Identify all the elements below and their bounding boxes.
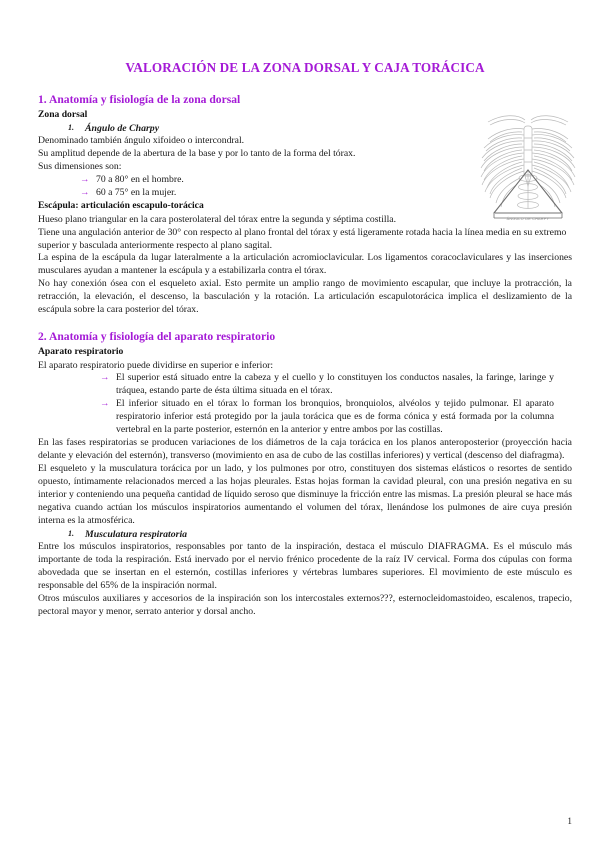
page-number: 1 [567, 816, 572, 826]
paragraph-escapula-1: Hueso plano triangular en la cara posterolateral del tórax entre la segunda y séptima costilla. [38, 213, 397, 225]
section-heading-2: 2. Anatomía y fisiología del aparato respiratorio [38, 330, 276, 344]
arrow-bullet-icon: → [100, 373, 110, 384]
list-item [100, 398, 554, 437]
numbered-item-musculatura [38, 528, 572, 541]
paragraph-charpy-1: Denominado también ángulo xifoideo o intercondral. [38, 135, 245, 147]
paragraph-escapula-3: La espina de la escápula da lugar lateralmente a la articulación acromioclavicular. Los ligamentos coracoclaviculares y las inserciones musculares ayudan a mantener la escápula y a estabilizarla contra el tórax. [38, 252, 572, 277]
rib-cage-icon [472, 108, 584, 220]
paragraph-escapula-2: Tiene una angulación anterior de 30° con respecto al plano frontal del tórax y está ligeramente rotada hacia la línea media en su extremo superior y basculada anteriormente respecto al plano sagital. [38, 226, 567, 251]
arrow-bullet-icon: → [80, 175, 90, 186]
subheading-zona-dorsal: Zona dorsal [38, 108, 88, 120]
arrow-bullet-icon: → [80, 188, 90, 199]
arrow-bullet-icon: → [100, 399, 110, 410]
paragraph-aparato-intro: El aparato respiratorio puede dividirse en superior e inferior: [38, 359, 274, 371]
list-item-label: El superior está situado entre la cabeza y el cuello y lo constituyen los conductos nasales, la faringe, laringe y tráquea, estando parte de ésta última situada en el tórax. [116, 372, 554, 397]
list-item [80, 187, 572, 200]
list-item-label: 70 a 80° en el hombre. [96, 174, 184, 186]
paragraph-charpy-3: Sus dimensiones son: [38, 161, 122, 173]
list-item [100, 372, 554, 398]
aparato-respiratorio-list [38, 372, 572, 437]
list-item [80, 174, 572, 187]
paragraph-esqueleto-musculatura: El esqueleto y la musculatura torácica por un lado, y los pulmones por otro, constituyen dos sistemas elásticos o resortes de sentido opuesto, íntimamente relacionados merced a las hojas pleurales. Estas hojas forman la cavidad pleural, con una presión negativa en su interior y conteniendo una pequeña cantidad de líquido seroso que disminuye la fricción entre las mismas. La presión pleural se hace más negativa cuando actúan los músculos inspiratorios aumentando el volumen del tórax, llenándose los pulmones de aire cuya presión interna es la atmosférica. [38, 463, 572, 526]
numbered-item-label: Ángulo de Charpy [85, 123, 160, 135]
paragraph-charpy-2: Su amplitud depende de la abertura de la base y por lo tanto de la forma del tórax. [38, 148, 356, 160]
paragraph-fases-respiratorias: En las fases respiratorias se producen variaciones de los diámetros de la caja torácica en los planos anteroposterior (proyección hacia delante y elevación del esternón), transverso (movimiento en asa de cubo de las costillas inferiores) y vertical (descenso del diafragma). [38, 437, 572, 462]
paragraph-musculos-auxiliares: Otros músculos auxiliares y accesorios de la inspiración son los intercostales externos???, esternocleidomastoideo, escalenos, trapecio, pectoral mayor y menor, serrato anterior y dorsal ancho. [38, 592, 572, 617]
list-marker: 1. [68, 123, 74, 133]
thorax-illustration [472, 108, 584, 232]
dimensions-list [38, 174, 572, 200]
list-marker: 1. [68, 528, 74, 538]
paragraph-escapula-4: No hay conexión ósea con el esqueleto axial. Esto permite un amplio rango de movimiento escapular, que incluye la protracción, la retracción, la elevación, el descenso, la basculación y la rotación. La articulación escapulotorácica implica el deslizamiento de la escápula sobre la cara posterior del tórax. [38, 278, 572, 316]
subheading-aparato-respiratorio: Aparato respiratorio [38, 346, 124, 358]
page-title: VALORACIÓN DE LA ZONA DORSAL Y CAJA TORÁCICA [125, 60, 485, 75]
section-heading-1: 1. Anatomía y fisiología de la zona dorsal [38, 92, 241, 106]
list-item-label: El inferior situado en el tórax lo forman los bronquios, bronquiolos, alvéolos y tejido pulmonar. El aparato respiratorio inferior está protegido por la jaula torácica que es de forma cónica y está formada por la columna vertebral en la parte posterior, esternón en la anterior y entre ambos por las costillas. [116, 398, 554, 436]
numbered-item-label: Musculatura respiratoria [85, 528, 188, 540]
subheading-escapula: Escápula: articulación escapulo-torácica [38, 200, 204, 212]
figure-caption: ÁNGULO DE CHARPY [506, 217, 550, 221]
list-item-label: 60 a 75° en la mujer. [96, 187, 177, 199]
paragraph-diafragma: Entre los músculos inspiratorios, responsables por tanto de la inspiración, destaca el músculo DIAFRAGMA. Es el músculo más importante de toda la respiración. Está inervado por el nervio frénico procedente de la raíz IV cervical. Forma dos cúpulas con forma abovedada que se insertan en el esternón, costillas inferiores y vértebras lumbares superiores. El movimiento de este músculo es responsable del 65% de la inspiración normal. [38, 541, 572, 591]
